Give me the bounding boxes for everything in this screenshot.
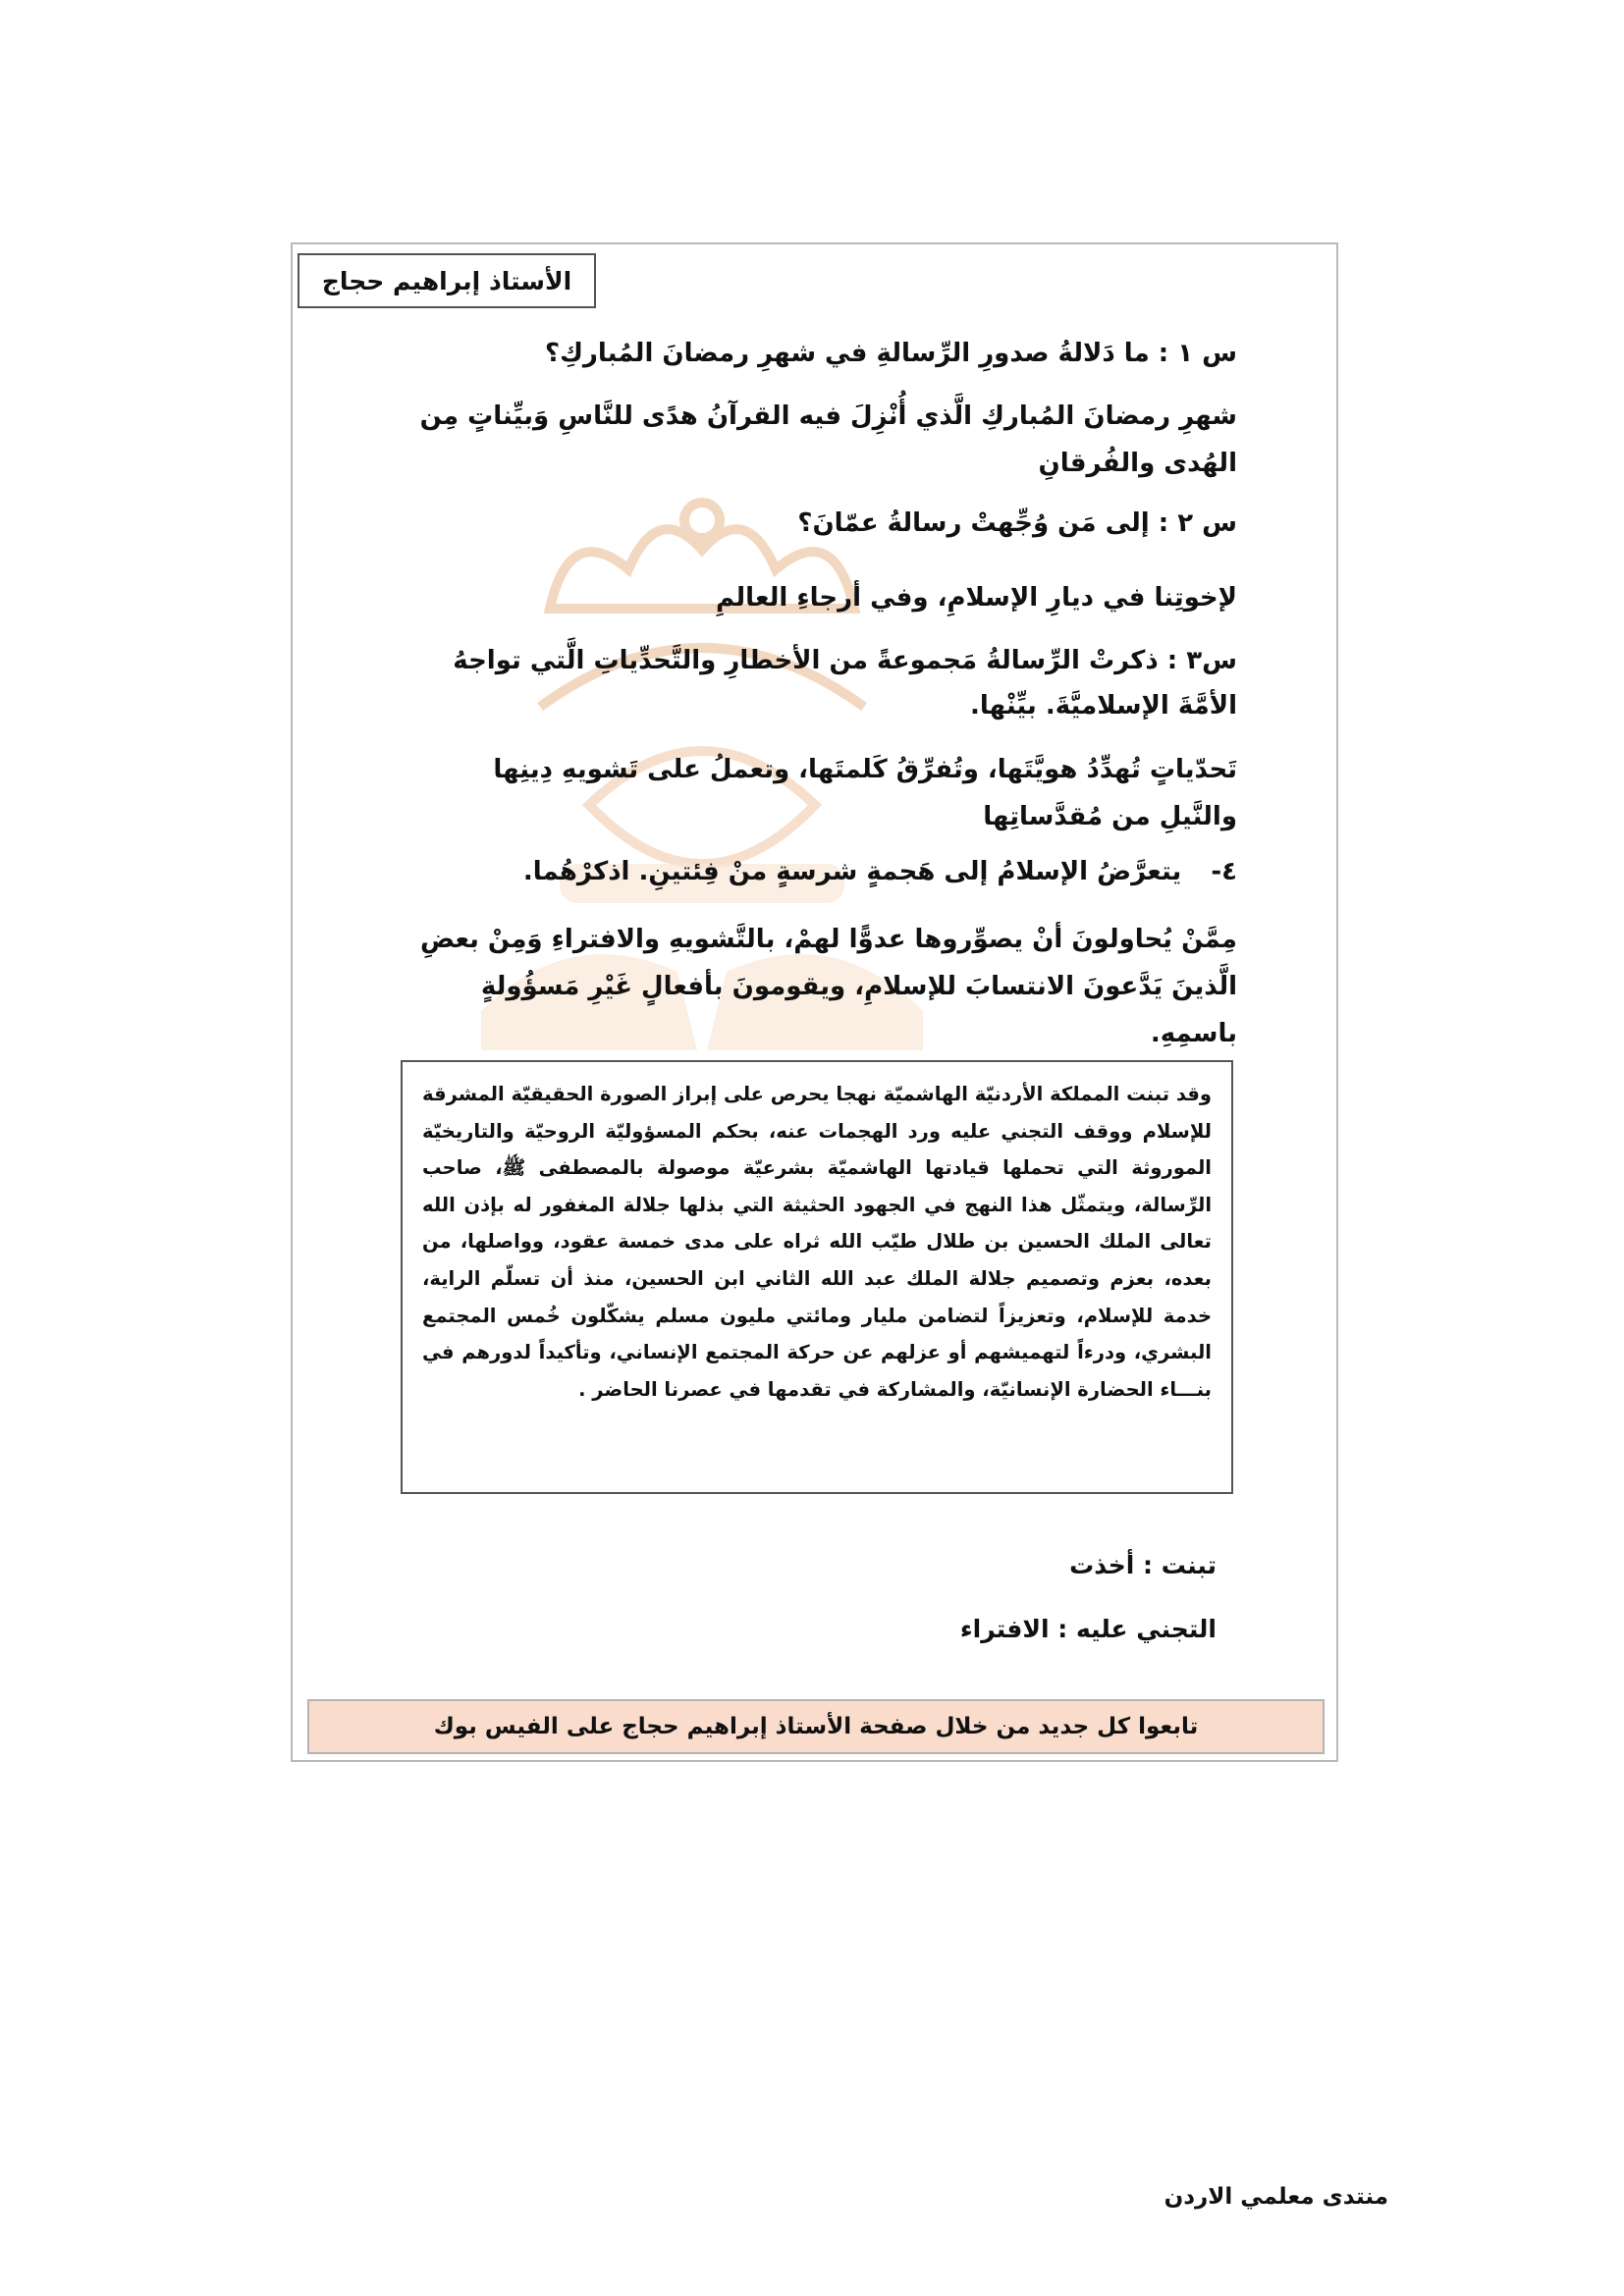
question-4-text: يتعرَّضُ الإسلامُ إلى هَجمةٍ شرسةٍ منْ فِئتينِ. اذكرْهُما. [522, 857, 1182, 886]
question-4 [412, 849, 1237, 894]
question-1: س ١ : ما دَلالةُ صدورِ الرِّسالةِ في شهرِ رمضانَ المُباركِ؟ [545, 339, 1237, 368]
author-label: الأستاذ إبراهيم حجاج [298, 253, 596, 308]
vocab-item: التجني عليه : الافتراء [959, 1615, 1217, 1643]
question-4-number: ٤- [1211, 857, 1237, 886]
answer-4: مِمَّنْ يُحاولونَ أنْ يصوِّروها عدوًّا لهمْ، بالتَّشويهِ والافتراءِ وَمِنْ بعضِ الَّذينَ يَدَّعونَ الانتسابَ للإسلامِ، ويقومونَ بأفعالٍ غَيْرِ مَسؤُولةٍ باسمِهِ. [419, 925, 1237, 1048]
answer-3: تَحدّياتٍ تُهدِّدُ هويَّتَها، وتُفرِّقُ كَلمتَها، وتعملُ على تَشويهِ دِينِها والنَّيلِ من مُقدَّساتِها [493, 755, 1237, 831]
vocab-item: تبنت : أخذت [1069, 1551, 1217, 1579]
answer-2: لإخوتِنا في ديارِ الإسلامِ، وفي أرجاءِ العالمِ [716, 583, 1237, 613]
footer-site-name: منتدى معلمي الاردن [1164, 2184, 1388, 2210]
question-3: س٣ : ذكرتْ الرِّسالةُ مَجموعةً من الأخطارِ والتَّحدِّياتِ الَّتي تواجهُ الأمَّةَ الإسلاميَّةَ. بيِّنْها. [453, 646, 1237, 721]
question-2: س ٢ : إلى مَن وُجِّهتْ رسالةُ عمّانَ؟ [797, 508, 1237, 538]
answer-1: شهرِ رمضانَ المُباركِ الَّذي أُنْزِلَ فيه القرآنُ هدًى للنَّاسِ وَبيِّناتٍ مِن الهُدى والفُرقانِ [419, 401, 1237, 478]
passage-box: وقد تبنت المملكة الأردنيّة الهاشميّة نهجا يحرص على إبراز الصورة الحقيقيّة المشرقة للإسلام ووقف التجني عليه ورد الهجمات عنه، بحكم المسؤوليّة الروحيّة والتاريخيّة الموروثة التي تحملها قيادتها الهاشميّة بشرعيّة موصولة بالمصطفى ﷺ، صاحب الرِّسالة، ويتمثّل هذا النهج في الجهود الحثيثة التي بذلها جلالة المغفور له بإذن الله تعالى الملك الحسين بن طلال طيّب الله ثراه على مدى خمسة عقود، وواصلها، من بعده، بعزم وتصميم جلالة الملك عبد الله الثاني ابن الحسين، منذ أن تسلّم الراية، خدمة للإسلام، وتعزيزاً لتضامن مليار ومائتي مليون مسلم يشكّلون خُمس المجتمع البشري، ودرءاً لتهميشهم أو عزلهم عن حركة المجتمع الإنساني، وتأكيداً لدورهم في بنـــاء الحضارة الإنسانيّة، والمشاركة في تقدمها في عصرنا الحاضر . [401, 1060, 1233, 1494]
follow-note: تابعوا كل جديد من خلال صفحة الأستاذ إبراهيم حجاج على الفيس بوك [307, 1699, 1325, 1754]
